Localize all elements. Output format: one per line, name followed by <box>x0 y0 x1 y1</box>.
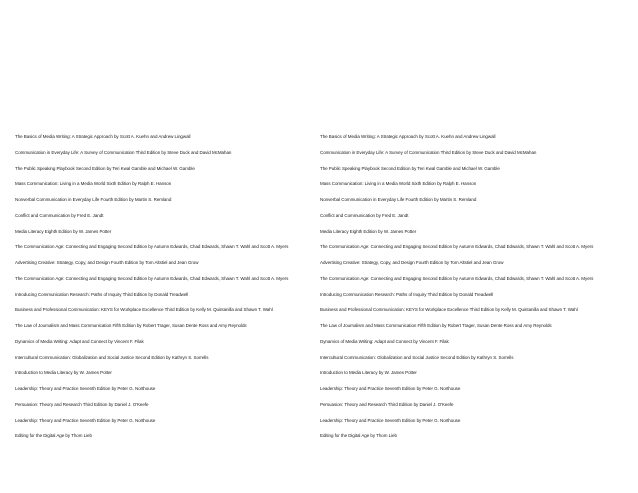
book-title: Leadership: Theory and Practice Seventh Edition by Peter G. Northouse <box>15 417 156 423</box>
book-title: The Public Speaking Playbook Second Edition by Teri Kwal Gamble and Michael W. Gamble <box>15 165 195 171</box>
book-title: Dynamics of Media Writing: Adapt and Connect by Vincent F. Filak <box>320 338 449 344</box>
book-title: The Communication Age: Connecting and Engaging Second Edition by Autumn Edwards, Chad Edwards, Shawn T. Wahl and Scott A. Myers <box>15 244 289 250</box>
book-title: The Law of Journalism and Mass Communication Fifth Edition by Robert Trager, Susan Dente Ross and Amy Reynolds <box>320 323 552 328</box>
book-title: The Communication Age: Connecting and Engaging Second Edition by Autumn Edwards, Chad Edwards, Shawn T. Wahl and Scott A. Myers <box>320 275 594 281</box>
book-title: Communication in Everyday Life: A Survey of Communication Third Edition by Steve Duck and David McMahan <box>320 149 537 155</box>
book-title: Introducing Communication Research: Paths of Inquiry Third Edition by Donald Treadwell <box>320 291 494 297</box>
book-title: The Basics of Media Writing: A Strategic Approach by Scott A. Kuehn and Andrew Lingwall <box>15 134 191 139</box>
book-title: Media Literacy Eighth Edition by W. James Potter <box>320 228 417 234</box>
book-title: Leadership: Theory and Practice Seventh Edition by Peter G. Northouse <box>320 386 461 391</box>
book-title: Communication in Everyday Life: A Survey of Communication Third Edition by Steve Duck and David McMahan <box>15 149 232 155</box>
book-title: Nonverbal Communication in Everyday Life Fourth Edition by Martin S. Remland <box>320 197 477 202</box>
book-title: Conflict and Communication by Fred E. Jandt <box>320 212 409 218</box>
book-title: Introducing Communication Research: Paths of Inquiry Third Edition by Donald Treadwell <box>15 291 189 297</box>
book-title: Dynamics of Media Writing: Adapt and Connect by Vincent F. Filak <box>15 338 144 344</box>
book-title: Intercultural Communication: Globalization and Social Justice Second Edition by Kathryn S. Sorrells <box>320 354 514 360</box>
book-title: Media Literacy Eighth Edition by W. James Potter <box>15 228 112 234</box>
book-title: The Public Speaking Playbook Second Edition by Teri Kwal Gamble and Michael W. Gamble <box>320 165 500 171</box>
book-title: The Law of Journalism and Mass Communication Fifth Edition by Robert Trager, Susan Dente Ross and Amy Reynolds <box>15 323 247 328</box>
book-title: Business and Professional Communication: KEYS for Workplace Excellence Third Edition by Kelly M. Quintanilla and Shawn T. Wahl <box>320 307 578 313</box>
book-title: Business and Professional Communication: KEYS for Workplace Excellence Third Edition by Kelly M. Quintanilla and Shawn T. Wahl <box>15 307 273 313</box>
book-title: Leadership: Theory and Practice Seventh Edition by Peter G. Northouse <box>15 386 156 391</box>
book-title: Editing for the Digital Age by Thom Lieb <box>15 433 92 439</box>
right-book-list <box>320 129 623 444</box>
book-title: Mass Communication: Living in a Media World Sixth Edition by Ralph E. Hanson <box>15 181 172 187</box>
book-title: The Communication Age: Connecting and Engaging Second Edition by Autumn Edwards, Chad Edwards, Shawn T. Wahl and Scott A. Myers <box>15 275 289 281</box>
book-title: Introduction to Media Literacy by W. James Potter <box>15 370 112 376</box>
book-title: Leadership: Theory and Practice Seventh Edition by Peter G. Northouse <box>320 417 461 423</box>
book-title: The Basics of Media Writing: A Strategic Approach by Scott A. Kuehn and Andrew Lingwall <box>320 134 496 139</box>
book-title: Advertising Creative: Strategy, Copy, and Design Fourth Edition by Tom Altstiel and Jean Grow <box>15 260 199 265</box>
left-book-list <box>15 129 311 444</box>
book-title: Nonverbal Communication in Everyday Life Fourth Edition by Martin S. Remland <box>15 197 172 202</box>
book-title: Conflict and Communication by Fred E. Jandt <box>15 212 104 218</box>
book-title: Editing for the Digital Age by Thom Lieb <box>320 433 397 439</box>
book-title: Persuasion: Theory and Research Third Edition by Daniel J. O'Keefe <box>320 401 454 407</box>
book-title: Intercultural Communication: Globalization and Social Justice Second Edition by Kathryn S. Sorrells <box>15 354 209 360</box>
book-title: Mass Communication: Living in a Media World Sixth Edition by Ralph E. Hanson <box>320 181 477 187</box>
book-title: The Communication Age: Connecting and Engaging Second Edition by Autumn Edwards, Chad Edwards, Shawn T. Wahl and Scott A. Myers <box>320 244 594 250</box>
book-title: Advertising Creative: Strategy, Copy, and Design Fourth Edition by Tom Altstiel and Jean Grow <box>320 260 504 265</box>
book-title: Introduction to Media Literacy by W. James Potter <box>320 370 417 376</box>
book-title: Persuasion: Theory and Research Third Edition by Daniel J. O'Keefe <box>15 401 149 407</box>
